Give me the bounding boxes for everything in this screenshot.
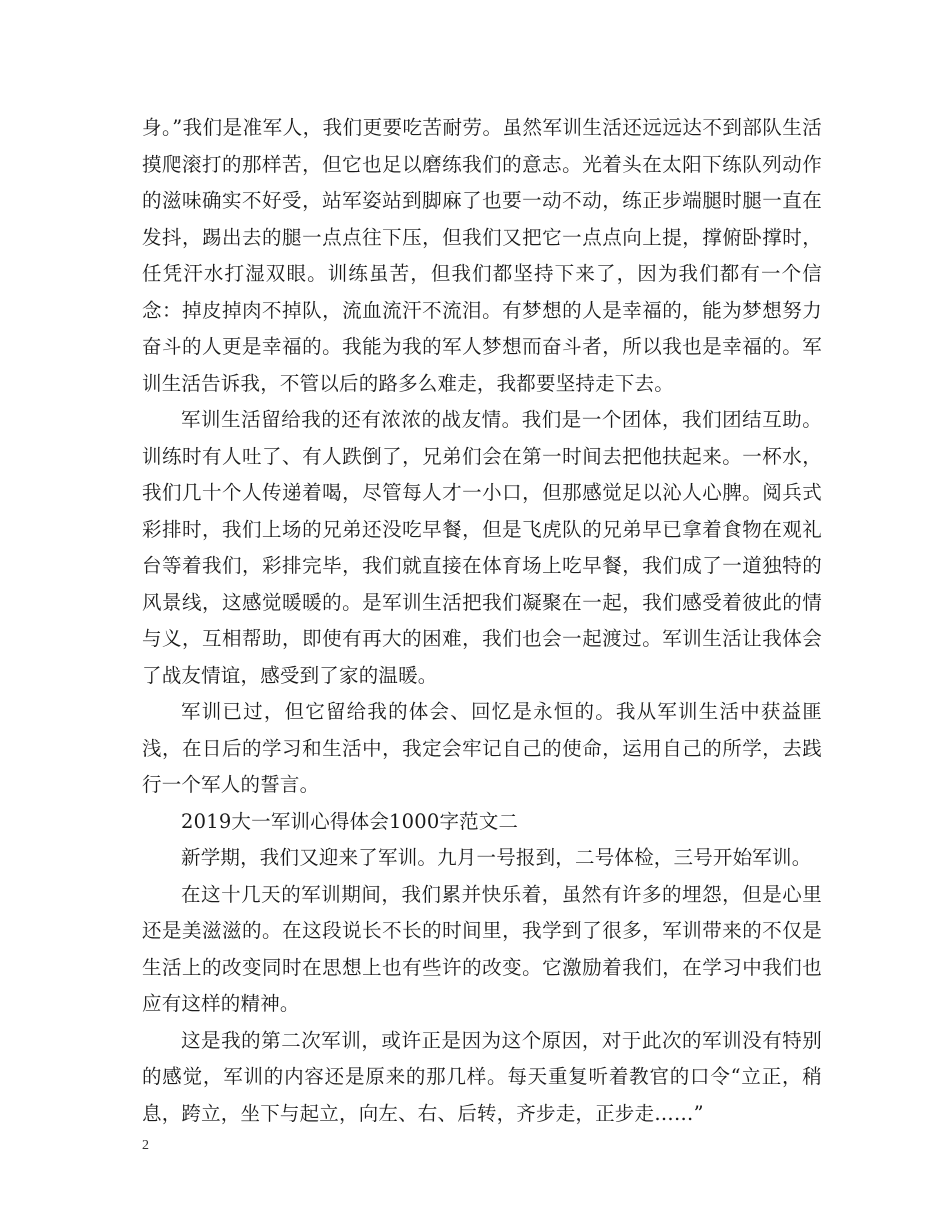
paragraph-1: 身。”我们是准军人，我们更要吃苦耐劳。虽然军训生活还远远达不到部队生活摸爬滚打的那样苦，但它也足以磨练我们的意志。光着头在太阳下练队列动作的滋味确实不好受，站军姿站到脚麻了也要一动不动，练正步端腿时腿一直在发抖，踢出去的腿一点点往下压，但我们又把它一点点向上提，撑俯卧撑时，任凭汗水打湿双眼。训练虽苦，但我们都坚持下来了，因为我们都有一个信念：掉皮掉肉不掉队，流血流汗不流泪。有梦想的人是幸福的，能为梦想努力奋斗的人更是幸福的。我能为我的军人梦想而奋斗者，所以我也是幸福的。军训生活告诉我，不管以后的路多么难走，我都要坚持走下去。 [142,116,822,395]
paragraph-5: 在这十几天的军训期间，我们累并快乐着，虽然有许多的埋怨，但是心里还是美滋滋的。在这段说长不长的时间里，我学到了很多，军训带来的不仅是生活上的改变同时在思想上也有些许的改变。它激励着我们，在学习中我们也应有这样的精神。 [142,882,822,1015]
section-heading: 2019大一军训心得体会1000字范文二 [181,809,519,833]
paragraph-4: 新学期，我们又迎来了军训。九月一号报到，二号体检，三号开始军训。 [181,846,812,869]
paragraph-6: 这是我的第二次军训，或许正是因为这个原因，对于此次的军训没有特别的感觉，军训的内容还是原来的那几样。每天重复听着教官的口令“立正，稍息，跨立，坐下与起立，向左、右、后转，齐步走，正步走……” [142,1028,822,1125]
document-body [142,110,822,1132]
page-number: 2 [142,1138,149,1153]
paragraph-2: 军训生活留给我的还有浓浓的战友情。我们是一个团体，我们团结互助。训练时有人吐了、有人跌倒了，兄弟们会在第一时间去把他扶起来。一杯水，我们几十个人传递着喝，尽管每人才一小口，但那感觉足以沁人心脾。阅兵式彩排时，我们上场的兄弟还没吃早餐，但是飞虎队的兄弟早已拿着食物在观礼台等着我们，彩排完毕，我们就直接在体育场上吃早餐，我们成了一道独特的风景线，这感觉暖暖的。是军训生活把我们凝聚在一起，我们感受着彼此的情与义，互相帮助，即使有再大的困难，我们也会一起渡过。军训生活让我体会了战友情谊，感受到了家的温暖。 [142,408,822,687]
paragraph-3: 军训已过，但它留给我的体会、回忆是永恒的。我从军训生活中获益匪浅，在日后的学习和生活中，我定会牢记自己的使命，运用自己的所学，去践行一个军人的誓言。 [142,700,822,796]
